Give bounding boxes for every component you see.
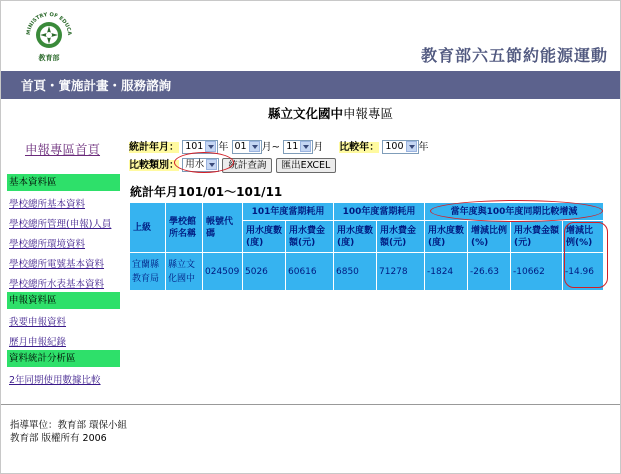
compare-type-select[interactable]: 用水 [182, 158, 219, 172]
sidebar-item-water-meter[interactable]: 學校總所水表基本資料 [9, 279, 105, 290]
main-navbar [1, 71, 620, 99]
stat-range-title: 統計年月101/01～101/11 [130, 185, 283, 199]
ministry-logo [23, 7, 75, 65]
highlight-oval [430, 200, 603, 222]
month-unit: 月 [313, 142, 324, 153]
cell-diff-fee: -10662 [511, 253, 563, 291]
sidebar-item-electric-meter[interactable]: 學校總所電號基本資料 [9, 259, 105, 270]
nav-plan-link[interactable]: 實施計畫 [58, 78, 109, 93]
site-header [1, 1, 620, 71]
cell-prev-usage: 6850 [334, 253, 377, 291]
year-unit: 年 [218, 142, 229, 153]
group-header-current: 101年度當期耗用 [243, 203, 334, 221]
group-header-previous: 100年度當期耗用 [334, 203, 425, 221]
label-colon: ： [169, 160, 179, 171]
label-colon: ： [369, 142, 380, 153]
cell-account: 024509 [203, 253, 243, 291]
sub-header-fee: 用水費金額(元) [377, 221, 425, 253]
footer-unit: 指導單位：教育部 環保小組 [10, 420, 128, 431]
sub-header-usage: 用水度數(度) [425, 221, 468, 253]
sub-header-usage: 用水度數(度) [334, 221, 377, 253]
cell-cur-fee: 60616 [286, 253, 334, 291]
chevron-down-icon [205, 141, 216, 152]
nav-home-link[interactable]: 首頁 [21, 78, 47, 93]
sub-header-usage: 用水度數(度) [243, 221, 286, 253]
cell-diff-fee-rate: -14.96 [563, 253, 604, 291]
compare-type-label: 比較類別 [129, 160, 169, 171]
highlight-oval [564, 222, 608, 288]
month-to-select[interactable]: 11 [283, 140, 313, 154]
sidebar-item-school-env[interactable]: 學校總所環境資料 [9, 239, 86, 250]
sidebar-item-report-history[interactable]: 歷月申報紀錄 [9, 337, 67, 348]
col-header-school: 學校館所名稱 [166, 203, 203, 253]
query-button[interactable]: 統計查詢 [222, 158, 272, 173]
sidebar-section-basic: 基本資料區 [7, 174, 120, 191]
month-separator: 月~ [261, 142, 280, 153]
logo-caption: 教育部 [38, 54, 60, 62]
sidebar-home-link[interactable]: 申報專區首頁 [25, 142, 101, 157]
sidebar-item-school-basic[interactable]: 學校總所基本資料 [9, 199, 86, 210]
sidebar-item-two-year-compare[interactable]: 2年同期使用數據比較 [9, 375, 101, 386]
page-title [0, 104, 621, 122]
compare-year-label: 比較年 [339, 142, 370, 153]
chevron-down-icon [406, 141, 417, 152]
table-row [130, 253, 604, 291]
nav-separator: ・ [46, 78, 59, 93]
sub-header-rate: 增減比例(%) [468, 221, 511, 253]
month-from-select[interactable]: 01 [232, 140, 262, 154]
logo-arc-text: MINISTRY OF EDUCA [25, 11, 73, 36]
cell-cur-usage: 5026 [243, 253, 286, 291]
sub-header-fee: 用水費金額(元) [286, 221, 334, 253]
stat-month-label: 統計年月 [129, 142, 169, 153]
footer [10, 419, 127, 445]
compare-year-select[interactable]: 100 [382, 140, 418, 154]
site-title: 教育部六五節約能源運動 [420, 46, 608, 65]
sidebar-item-school-admin[interactable]: 學校總所管理(申報)人員 [9, 219, 112, 230]
chevron-down-icon [300, 141, 311, 152]
sidebar-item-submit-report[interactable]: 我要申報資料 [9, 317, 67, 328]
export-excel-button[interactable]: 匯出EXCEL [276, 158, 337, 173]
chevron-down-icon [249, 141, 260, 152]
year-select[interactable]: 101 [182, 140, 218, 154]
sub-header-rate: 增減比例(%) [563, 221, 604, 253]
nav-service-link[interactable]: 服務諮詢 [121, 78, 172, 93]
page-title-suffix: 申報專區 [343, 106, 394, 121]
cell-school: 縣立文化國中 [166, 253, 203, 291]
footer-copyright: 教育部 版權所有 2006 [10, 433, 107, 444]
nav-separator: ・ [108, 78, 122, 93]
sidebar-section-report: 申報資料區 [7, 292, 120, 309]
cell-prev-fee: 71278 [377, 253, 425, 291]
sidebar-section-stats: 資料統計分析區 [7, 350, 120, 367]
label-colon: ： [169, 142, 179, 153]
col-header-account: 帳號代碼 [203, 203, 243, 253]
group-header-compare: 當年度與100年度同期比較增減 [425, 203, 604, 221]
cell-diff-usage: -1824 [425, 253, 468, 291]
compare-year-unit: 年 [418, 142, 429, 153]
cell-diff-usage-rate: -26.63 [468, 253, 511, 291]
highlight-oval [174, 152, 234, 173]
sub-header-fee: 用水費金額(元) [511, 221, 563, 253]
cell-superior: 宜蘭縣教育局 [130, 253, 166, 291]
school-name: 縣立文化國中 [267, 106, 343, 121]
col-header-superior: 上級 [130, 203, 166, 253]
footer-divider [1, 404, 620, 405]
